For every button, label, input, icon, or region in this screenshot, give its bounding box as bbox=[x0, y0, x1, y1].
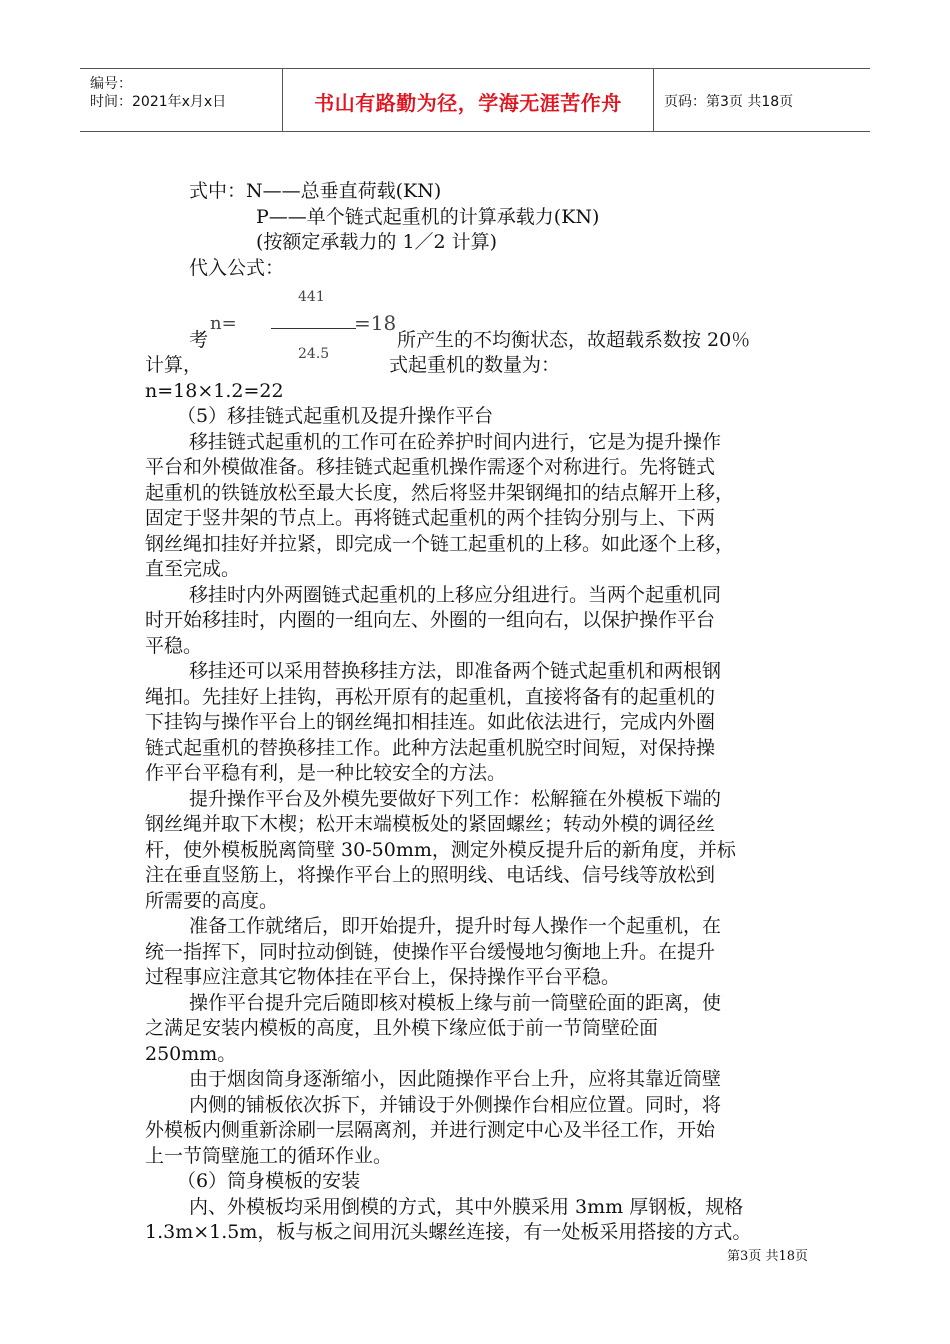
text-line: 式中：N——总垂直荷载(KN) bbox=[189, 180, 442, 202]
text-line: 式起重机的数量为： bbox=[389, 354, 561, 376]
text-line: 平稳。 bbox=[145, 635, 203, 657]
text-line: 1.3m×1.5m，板与板之间用沉头螺丝连接，有一处板采用搭接的方式。 bbox=[145, 1221, 752, 1243]
formula-rhs: =18 bbox=[354, 311, 397, 335]
header-info-cell bbox=[80, 69, 283, 131]
text-line: n=18×1.2=22 bbox=[145, 380, 284, 402]
text-line: 移挂还可以采用替换移挂方法，即准备两个链式起重机和两根钢 bbox=[189, 660, 722, 682]
header-motto-cell bbox=[283, 69, 654, 131]
text-line: 内、外模板均采用倒模的方式，其中外膜采用 3mm 厚钢板，规格 bbox=[189, 1196, 744, 1218]
document-time: 时间：2021年x月x日 bbox=[90, 94, 227, 110]
text-line: 作平台平稳有利，是一种比较安全的方法。 bbox=[145, 762, 507, 784]
header-page-cell bbox=[654, 69, 870, 131]
text-line: 起重机的铁链放松至最大长度，然后将竖井架钢绳扣的结点解开上移， bbox=[145, 482, 735, 504]
formula-lhs: n= bbox=[210, 313, 237, 334]
text-line: 由于烟囱筒身逐渐缩小，因此随操作平台上升，应将其靠近筒壁 bbox=[189, 1068, 722, 1090]
text-line: 计算， bbox=[145, 354, 203, 376]
text-line: 之满足安装内模板的高度，且外模下缘应低于前一节筒壁砼面 bbox=[145, 1017, 659, 1039]
text-line: 链式起重机的替换移挂工作。此种方法起重机脱空时间短，对保持操 bbox=[145, 737, 716, 759]
text-line: 250mm。 bbox=[145, 1043, 237, 1065]
section-heading: （5）移挂链式起重机及提升操作平台 bbox=[177, 405, 494, 427]
text-line: 考 bbox=[189, 329, 209, 351]
section-heading: （6）筒身模板的安装 bbox=[177, 1170, 361, 1192]
text-line: 所需要的高度。 bbox=[145, 890, 279, 912]
header-page-number: 页码：第3页 共18页 bbox=[664, 94, 794, 110]
text-line: 时开始移挂时，内圈的一组向左、外圈的一组向右，以保护操作平台 bbox=[145, 609, 716, 631]
text-line: 所产生的不均衡状态，故超载系数按 20％ bbox=[397, 329, 751, 351]
text-line: 过程事应注意其它物体挂在平台上，保持操作平台平稳。 bbox=[145, 966, 621, 988]
text-line: 外模板内侧重新涂刷一层隔离剂，并进行测定中心及半径工作，开始 bbox=[145, 1119, 716, 1141]
text-line: 钢丝绳并取下木楔；松开末端模板处的紧固螺丝；转动外模的调径丝 bbox=[145, 813, 716, 835]
text-line: 杆，使外模板脱离筒壁 30-50mm，测定外模反提升后的新角度，并标 bbox=[145, 839, 736, 861]
text-line: 直至完成。 bbox=[145, 558, 241, 580]
text-line: 提升操作平台及外模先要做好下列工作：松解箍在外模板下端的 bbox=[189, 788, 722, 810]
text-line: 准备工作就绪后，即开始提升，提升时每人操作一个起重机，在 bbox=[189, 915, 722, 937]
text-line: 内侧的铺板依次拆下，并铺设于外侧操作台相应位置。同时，将 bbox=[189, 1094, 722, 1116]
text-line: 上一节筒壁施工的循环作业。 bbox=[145, 1145, 393, 1167]
text-line: 注在垂直竖筋上，将操作平台上的照明线、电话线、信号线等放松到 bbox=[145, 864, 716, 886]
text-line: P——单个链式起重机的计算承载力(KN) bbox=[256, 206, 600, 228]
document-code: 编号： bbox=[90, 76, 132, 92]
text-line: 绳扣。先挂好上挂钩，再松开原有的起重机，直接将备有的起重机的 bbox=[145, 686, 716, 708]
text-line: 下挂钩与操作平台上的钢丝绳扣相挂连。如此依法进行，完成内外圈 bbox=[145, 711, 716, 733]
header-motto: 书山有路勤为径，学海无涯苦作舟 bbox=[314, 91, 622, 115]
text-line: 移挂时内外两圈链式起重机的上移应分组进行。当两个起重机同 bbox=[189, 584, 722, 606]
formula-denominator: 24.5 bbox=[298, 346, 330, 362]
text-line: 代入公式： bbox=[189, 257, 285, 279]
page-footer: 第3页 共18页 bbox=[727, 1249, 808, 1264]
text-line: 统一指挥下，同时拉动倒链，使操作平台缓慢地匀衡地上升。在提升 bbox=[145, 941, 716, 963]
text-line: 移挂链式起重机的工作可在砼养护时间内进行，它是为提升操作 bbox=[189, 431, 722, 453]
text-line: 钢丝绳扣挂好并拉紧，即完成一个链工起重机的上移。如此逐个上移， bbox=[145, 533, 735, 555]
text-line: 平台和外模做准备。移挂链式起重机操作需逐个对称进行。先将链式 bbox=[145, 456, 716, 478]
text-line: (按额定承载力的 1／2 计算) bbox=[256, 231, 498, 253]
text-line: 操作平台提升完后随即核对模板上缘与前一筒壁砼面的距离，使 bbox=[189, 992, 722, 1014]
formula-numerator: 441 bbox=[298, 289, 325, 305]
page-header bbox=[80, 68, 870, 132]
text-line: 固定于竖井架的节点上。再将链式起重机的两个挂钩分别与上、下两 bbox=[145, 507, 716, 529]
